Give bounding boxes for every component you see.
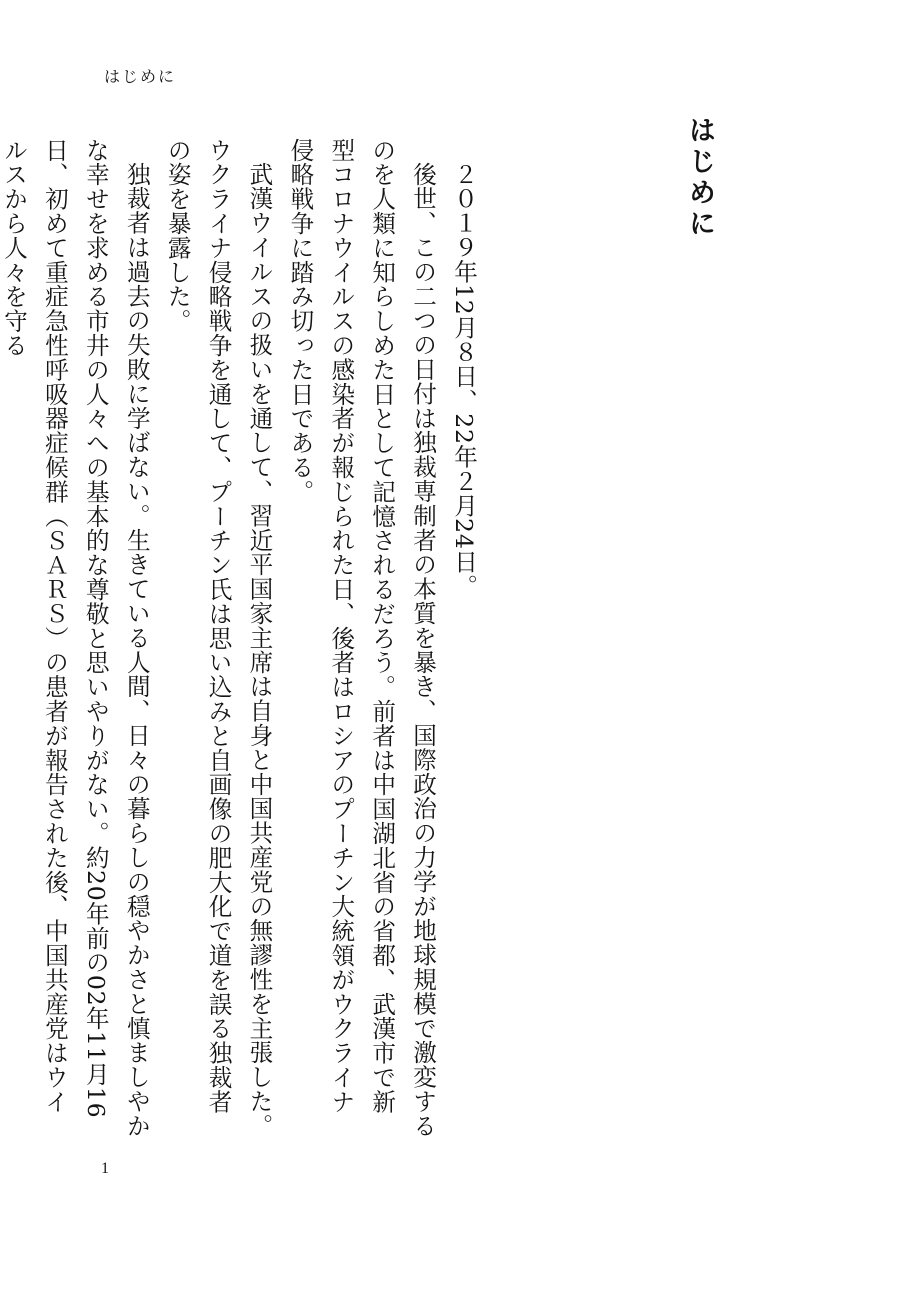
chapter-title: はじめに — [684, 116, 715, 240]
paragraph-1: ２０１９年12月８日、22年２月24日。 — [450, 161, 478, 599]
paragraph-2: 後世、この二つの日付は独裁専制者の本質を暴き、国際政治の力学が地球規模で激変するのを人類に知らしめた日として記憶されるだろう。前者は中国湖北省の省都、武漢市で新型コロナウイルスの感染者が報じられた日、後者はロシアのプーチン大統領がウクライナ侵略戦争に踏み切った日である。 — [286, 138, 438, 1138]
running-head: はじめに — [104, 67, 177, 86]
paragraph-3: 武漢ウイルスの扱いを通して、習近平国家主席は自身と中国共産党の無謬性を主張した。ウクライナ侵略戦争を通して、プーチン氏は思い込みと自画像の肥大化で道を誤る独裁者の姿を暴露した。 — [163, 138, 274, 1138]
paragraph-4: 独裁者は過去の失敗に学ばない。生きている人間、日々の暮らしの穏やかさと慎ましやかな幸せを求める市井の人々への基本的な尊敬と思いやりがない。約20年前の02年11月16日、初めて重症急性呼吸器症候群（ＳＡＲＳ）の患者が報告された後、中国共産党はウイルスから人々を守る — [0, 138, 151, 1138]
page-number: 1 — [101, 1160, 109, 1177]
body-text — [0, 138, 484, 1138]
